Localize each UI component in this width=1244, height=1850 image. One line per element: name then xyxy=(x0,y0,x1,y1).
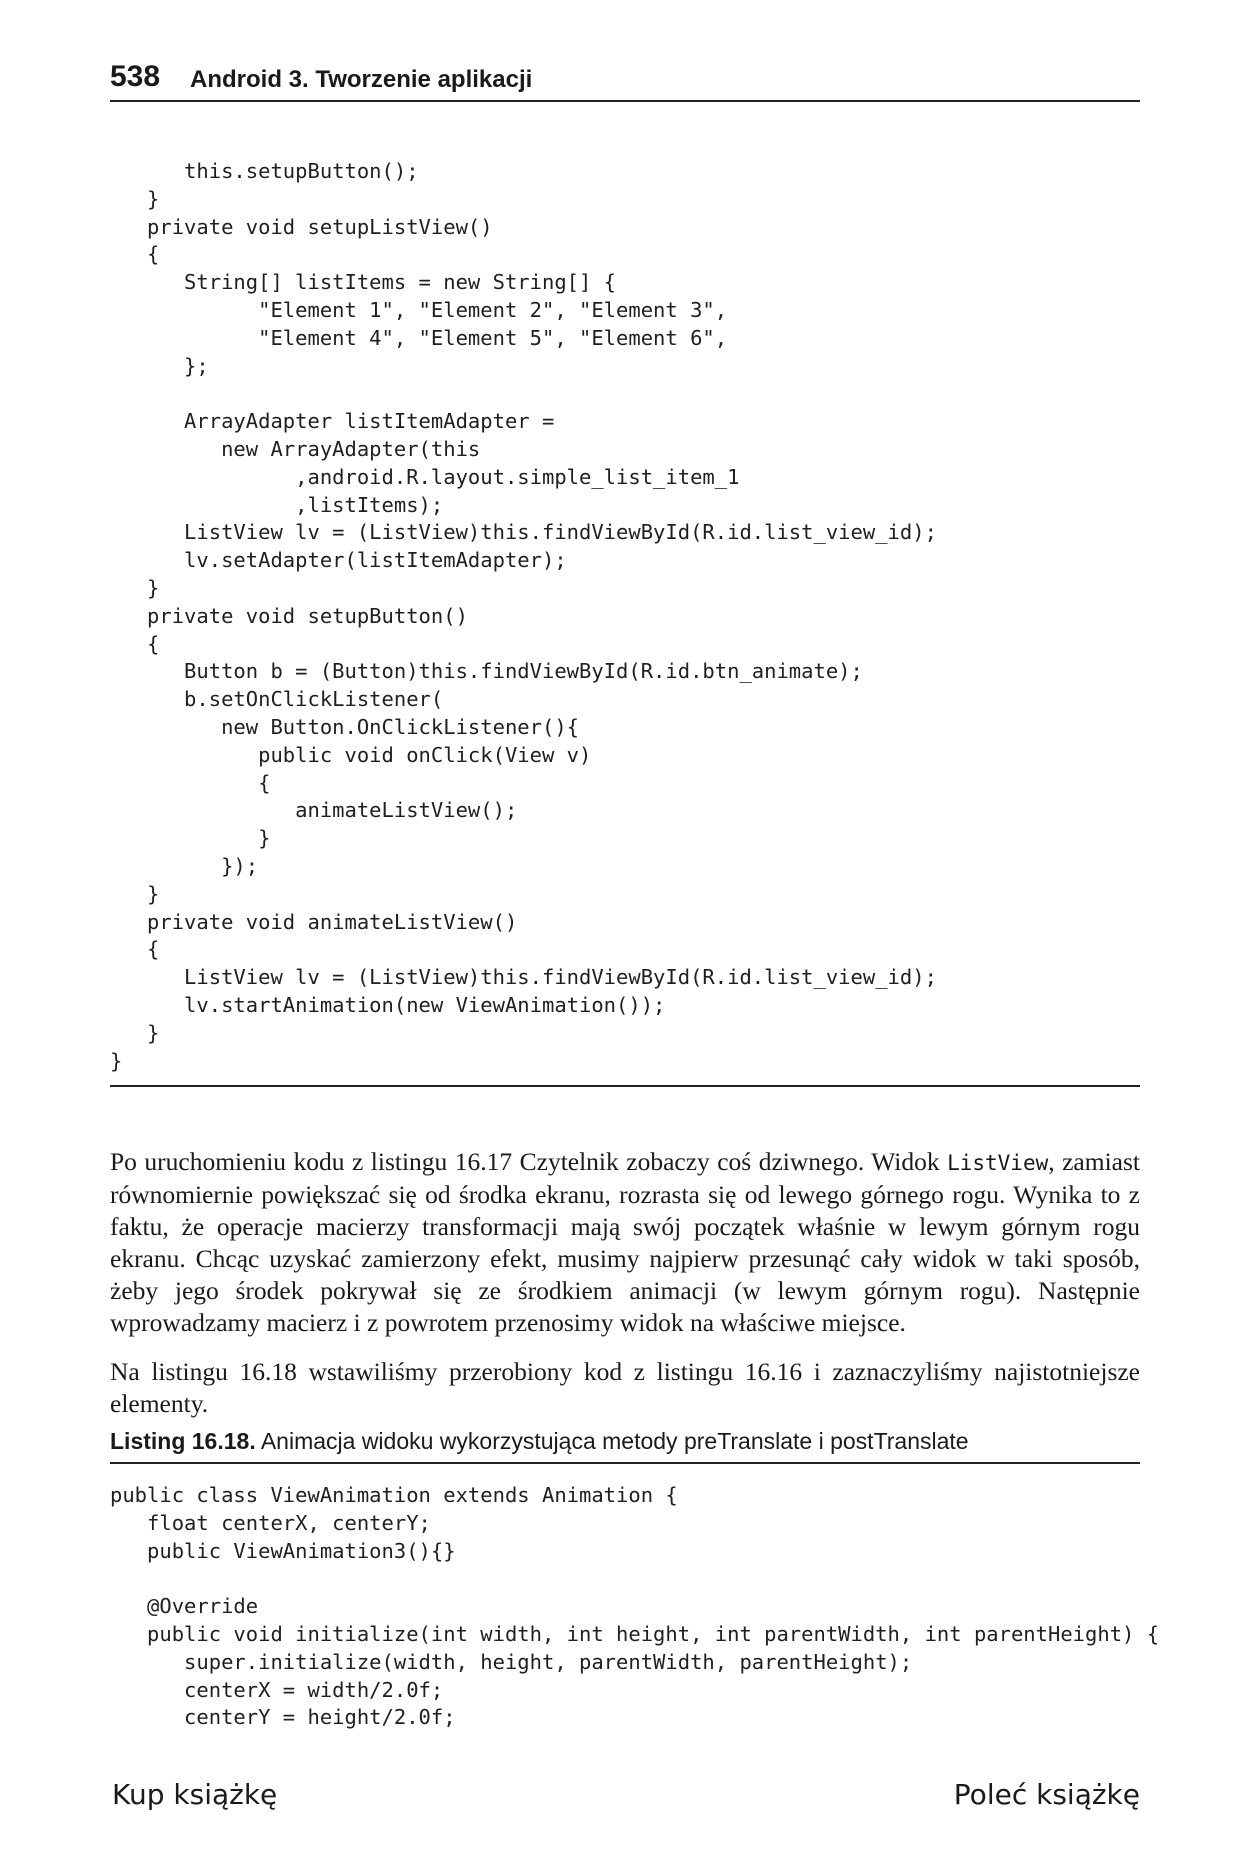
code-line: } xyxy=(147,881,160,906)
code-line: }); xyxy=(221,853,259,878)
listing-caption-text: Animacja widoku wykorzystująca metody preTranslate i postTranslate xyxy=(255,1428,969,1454)
code-line: } xyxy=(147,186,160,211)
code-line: lv.startAnimation(new ViewAnimation()); xyxy=(184,992,666,1017)
code-line: "Element 1", "Element 2", "Element 3", xyxy=(258,297,728,322)
code-line: centerX = width/2.0f; xyxy=(184,1677,444,1702)
listing-end-rule xyxy=(110,1085,1140,1087)
code-line: } xyxy=(258,826,271,851)
body-paragraph-1 xyxy=(110,1146,1140,1339)
code-line: super.initialize(width, height, parentWidth, parentHeight); xyxy=(184,1649,913,1674)
code-line: } xyxy=(147,575,160,600)
code-line: animateListView(); xyxy=(295,798,518,823)
code-line: public class ViewAnimation extends Animation { xyxy=(110,1483,678,1507)
code-line: new ArrayAdapter(this xyxy=(221,436,481,461)
body-paragraph-2: Na listingu 16.18 wstawiliśmy przerobiony kod z listingu 16.16 i zaznaczyliśmy najistotniejsze elementy. xyxy=(110,1356,1140,1418)
code-line: this.setupButton(); xyxy=(184,159,419,183)
code-line: public void onClick(View v) xyxy=(258,742,592,767)
code-line: public ViewAnimation3(){} xyxy=(147,1538,456,1563)
code-line: b.setOnClickListener( xyxy=(184,687,444,712)
code-line: lv.setAdapter(listItemAdapter); xyxy=(184,548,567,573)
code-line: }; xyxy=(184,353,209,378)
code-line: ListView lv = (ListView)this.findViewById(R.id.list_view_id); xyxy=(184,965,937,990)
code-line: String[] listItems = new String[] { xyxy=(184,270,617,295)
code-line: } xyxy=(147,1020,160,1045)
code-line: { xyxy=(147,242,160,267)
code-listing-16-18 xyxy=(110,1482,1159,1732)
buy-book-link[interactable]: Kup książkę xyxy=(112,1778,278,1811)
code-line: private void setupListView() xyxy=(147,214,493,239)
code-line: public void initialize(int width, int height, int parentWidth, int parentHeight) { xyxy=(147,1621,1160,1646)
code-line: ArrayAdapter listItemAdapter = xyxy=(184,409,555,434)
paragraph-1-text-a: Po uruchomieniu kodu z listingu 16.17 Czytelnik zobaczy coś dziwnego. Widok xyxy=(110,1146,948,1176)
code-line: { xyxy=(147,937,160,962)
code-line: { xyxy=(147,631,160,656)
recommend-book-link[interactable]: Poleć książkę xyxy=(953,1778,1140,1811)
code-line: "Element 4", "Element 5", "Element 6", xyxy=(258,325,728,350)
code-line: ListView lv = (ListView)this.findViewById(R.id.list_view_id); xyxy=(184,520,937,545)
code-line: centerY = height/2.0f; xyxy=(110,1705,456,1730)
page-number: 538 xyxy=(110,60,161,93)
code-listing-continued xyxy=(110,158,937,1075)
code-line: ,listItems); xyxy=(295,492,444,517)
code-line: Button b = (Button)this.findViewById(R.id.btn_animate); xyxy=(184,659,863,684)
book-title: Android 3. Tworzenie aplikacji xyxy=(190,66,533,93)
page-header xyxy=(110,60,1140,102)
code-line: float centerX, centerY; xyxy=(147,1510,431,1535)
listing-caption xyxy=(110,1426,1140,1464)
paragraph-1-text-b: , zamiast równomiernie powiększać się od środka ekranu, rozrasta się od lewego górnego rogu. Wynika to z faktu, że operacje macierzy transformacji mają swój początek właśnie w lewym górnym rogu ekranu. Chcąc uzyskać zamierzony efekt, musimy najpierw przesunąć cały widok w taki sposób, żeby jego środek pokrywał się ze środkiem animacji (w lewym górnym rogu). Następnie wprowadzamy macierz i z powrotem przenosimy widok na właściwe miejsce. xyxy=(110,1146,1140,1337)
code-line: } xyxy=(110,1048,123,1073)
code-line: ,android.R.layout.simple_list_item_1 xyxy=(295,464,740,489)
listing-caption-label: Listing 16.18. xyxy=(110,1428,256,1454)
inline-code-listview: ListView xyxy=(947,1150,1049,1175)
code-line: { xyxy=(258,770,271,795)
code-line: new Button.OnClickListener(){ xyxy=(221,714,579,739)
code-line: private void setupButton() xyxy=(147,603,468,628)
code-line: private void animateListView() xyxy=(147,909,518,934)
code-line: @Override xyxy=(147,1594,259,1619)
